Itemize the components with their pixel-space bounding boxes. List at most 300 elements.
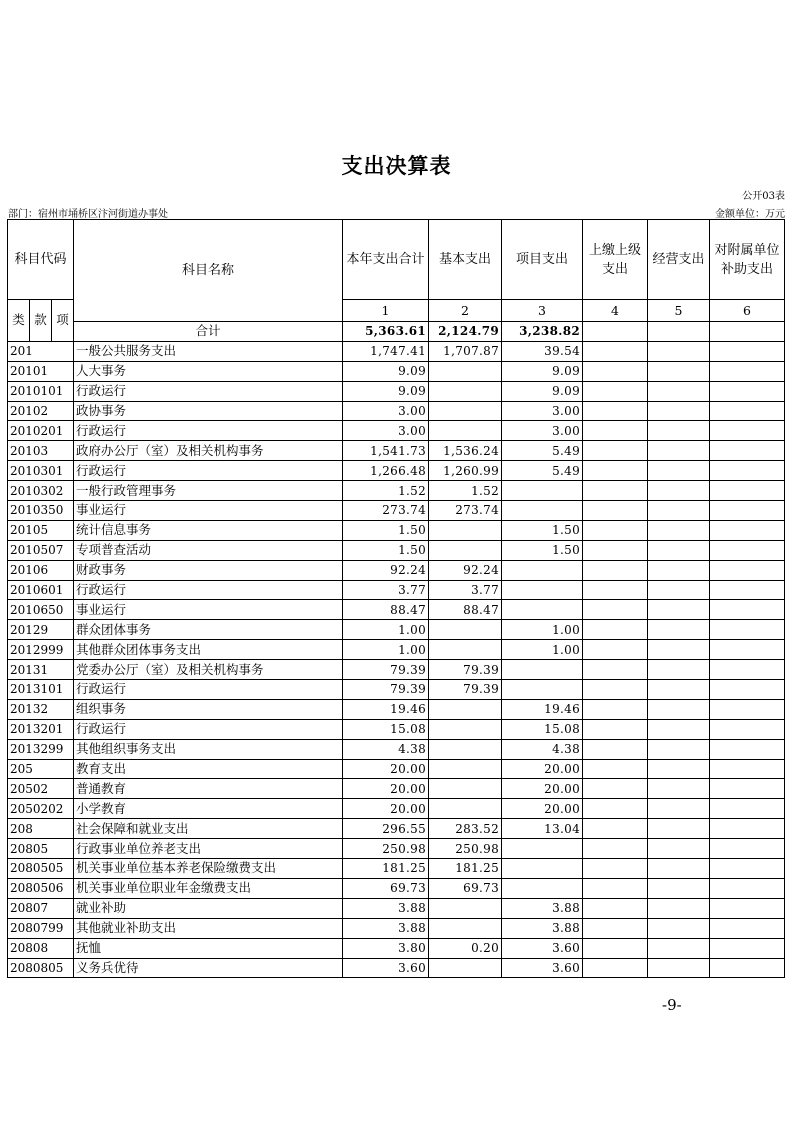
row-c3: 1.50 <box>502 520 583 540</box>
header-name: 科目名称 <box>74 220 343 322</box>
row-c6 <box>710 819 785 839</box>
row-c1: 15.08 <box>343 719 429 739</box>
row-c1: 3.88 <box>343 918 429 938</box>
row-c4 <box>583 819 648 839</box>
row-c4 <box>583 401 648 421</box>
row-code: 2013101 <box>8 680 74 700</box>
row-name: 群众团体事务 <box>74 620 343 640</box>
row-name: 行政运行 <box>74 680 343 700</box>
row-code: 2010507 <box>8 540 74 560</box>
table-row <box>8 859 785 879</box>
row-c2: 88.47 <box>429 600 502 620</box>
table-row <box>8 620 785 640</box>
col-num-2: 2 <box>429 300 502 322</box>
row-c5 <box>648 799 710 819</box>
row-c4 <box>583 600 648 620</box>
table-row <box>8 501 785 521</box>
row-name: 教育支出 <box>74 759 343 779</box>
row-c3: 1.50 <box>502 540 583 560</box>
total-c6 <box>710 322 785 342</box>
row-c1: 1.00 <box>343 620 429 640</box>
row-c6 <box>710 719 785 739</box>
row-c3: 3.60 <box>502 958 583 978</box>
header-xiang: 项 <box>52 300 74 342</box>
table-row <box>8 461 785 481</box>
row-c2 <box>429 779 502 799</box>
row-name: 财政事务 <box>74 560 343 580</box>
table-row <box>8 699 785 719</box>
row-c5 <box>648 958 710 978</box>
row-c5 <box>648 779 710 799</box>
row-c4 <box>583 779 648 799</box>
row-c3: 1.00 <box>502 640 583 660</box>
row-c6 <box>710 580 785 600</box>
row-c5 <box>648 719 710 739</box>
row-c3: 3.60 <box>502 938 583 958</box>
row-c6 <box>710 739 785 759</box>
row-c6 <box>710 918 785 938</box>
row-c1: 273.74 <box>343 501 429 521</box>
table-row <box>8 878 785 898</box>
table-row <box>8 799 785 819</box>
form-code: 公开03表 <box>742 191 785 202</box>
row-c1: 1.00 <box>343 640 429 660</box>
row-c2: 0.20 <box>429 938 502 958</box>
table-row <box>8 381 785 401</box>
row-c3 <box>502 660 583 680</box>
row-c1: 1.50 <box>343 520 429 540</box>
row-code: 2080506 <box>8 878 74 898</box>
row-c1: 4.38 <box>343 739 429 759</box>
row-c5 <box>648 341 710 361</box>
row-c1: 250.98 <box>343 839 429 859</box>
table-row <box>8 759 785 779</box>
row-code: 2080805 <box>8 958 74 978</box>
row-c2 <box>429 699 502 719</box>
table-row <box>8 401 785 421</box>
row-code: 20808 <box>8 938 74 958</box>
row-c4 <box>583 878 648 898</box>
row-c4 <box>583 839 648 859</box>
header-c6: 对附属单位补助支出 <box>710 220 785 300</box>
row-c5 <box>648 580 710 600</box>
row-c3 <box>502 501 583 521</box>
row-c6 <box>710 898 785 918</box>
row-c3: 5.49 <box>502 441 583 461</box>
row-c6 <box>710 560 785 580</box>
row-c2 <box>429 918 502 938</box>
row-c6 <box>710 540 785 560</box>
row-c4 <box>583 421 648 441</box>
row-code: 2012999 <box>8 640 74 660</box>
row-c5 <box>648 421 710 441</box>
table-row <box>8 680 785 700</box>
row-c1: 3.88 <box>343 898 429 918</box>
row-code: 20807 <box>8 898 74 918</box>
row-c6 <box>710 600 785 620</box>
row-c3 <box>502 580 583 600</box>
row-c4 <box>583 481 648 501</box>
row-c5 <box>648 540 710 560</box>
row-code: 2010302 <box>8 481 74 501</box>
row-c3 <box>502 600 583 620</box>
row-c2 <box>429 540 502 560</box>
table-row <box>8 819 785 839</box>
row-c5 <box>648 520 710 540</box>
row-c2 <box>429 759 502 779</box>
row-code: 208 <box>8 819 74 839</box>
row-c4 <box>583 859 648 879</box>
row-c1: 3.00 <box>343 401 429 421</box>
row-c2 <box>429 958 502 978</box>
table-row <box>8 540 785 560</box>
row-c3 <box>502 839 583 859</box>
row-name: 机关事业单位基本养老保险缴费支出 <box>74 859 343 879</box>
row-name: 其他就业补助支出 <box>74 918 343 938</box>
row-c5 <box>648 501 710 521</box>
table-row <box>8 640 785 660</box>
row-code: 20805 <box>8 839 74 859</box>
row-name: 人大事务 <box>74 361 343 381</box>
row-code: 20132 <box>8 699 74 719</box>
header-kuan: 款 <box>30 300 52 342</box>
table-row <box>8 580 785 600</box>
row-name: 行政运行 <box>74 580 343 600</box>
row-c4 <box>583 938 648 958</box>
row-c2 <box>429 799 502 819</box>
table-row <box>8 918 785 938</box>
row-c2 <box>429 361 502 381</box>
total-c3: 3,238.82 <box>502 322 583 342</box>
row-c5 <box>648 859 710 879</box>
row-c1: 88.47 <box>343 600 429 620</box>
row-name: 社会保障和就业支出 <box>74 819 343 839</box>
row-c2 <box>429 640 502 660</box>
row-c3: 3.00 <box>502 401 583 421</box>
total-c5 <box>648 322 710 342</box>
row-c3: 20.00 <box>502 779 583 799</box>
row-c6 <box>710 520 785 540</box>
row-c1: 92.24 <box>343 560 429 580</box>
row-c5 <box>648 401 710 421</box>
row-c3: 13.04 <box>502 819 583 839</box>
row-c6 <box>710 799 785 819</box>
row-c2: 250.98 <box>429 839 502 859</box>
row-name: 行政运行 <box>74 461 343 481</box>
col-num-3: 3 <box>502 300 583 322</box>
row-c3: 9.09 <box>502 381 583 401</box>
row-c6 <box>710 421 785 441</box>
row-c1: 1,541.73 <box>343 441 429 461</box>
table-row <box>8 958 785 978</box>
total-c1: 5,363.61 <box>343 322 429 342</box>
row-c3: 39.54 <box>502 341 583 361</box>
row-c4 <box>583 799 648 819</box>
row-c3 <box>502 560 583 580</box>
row-c5 <box>648 640 710 660</box>
row-c1: 3.77 <box>343 580 429 600</box>
row-c5 <box>648 560 710 580</box>
row-c4 <box>583 759 648 779</box>
row-c6 <box>710 640 785 660</box>
row-c1: 20.00 <box>343 759 429 779</box>
row-code: 2080505 <box>8 859 74 879</box>
row-code: 20101 <box>8 361 74 381</box>
col-num-5: 5 <box>648 300 710 322</box>
row-c4 <box>583 660 648 680</box>
col-num-4: 4 <box>583 300 648 322</box>
row-c6 <box>710 501 785 521</box>
row-c4 <box>583 680 648 700</box>
row-name: 事业运行 <box>74 600 343 620</box>
row-c1: 1.50 <box>343 540 429 560</box>
col-num-6: 6 <box>710 300 785 322</box>
row-c6 <box>710 660 785 680</box>
row-c6 <box>710 441 785 461</box>
row-c2: 1,260.99 <box>429 461 502 481</box>
row-c2 <box>429 401 502 421</box>
row-name: 一般行政管理事务 <box>74 481 343 501</box>
row-c6 <box>710 361 785 381</box>
row-c2 <box>429 898 502 918</box>
row-c1: 20.00 <box>343 799 429 819</box>
row-code: 2010650 <box>8 600 74 620</box>
row-name: 义务兵优待 <box>74 958 343 978</box>
row-c5 <box>648 441 710 461</box>
row-c1: 1,266.48 <box>343 461 429 481</box>
row-code: 2010201 <box>8 421 74 441</box>
header-row <box>8 220 785 300</box>
row-c6 <box>710 839 785 859</box>
row-c5 <box>648 918 710 938</box>
row-c2 <box>429 520 502 540</box>
row-c5 <box>648 839 710 859</box>
row-c5 <box>648 620 710 640</box>
row-c4 <box>583 361 648 381</box>
row-c5 <box>648 381 710 401</box>
table-row <box>8 779 785 799</box>
row-c4 <box>583 540 648 560</box>
row-code: 20131 <box>8 660 74 680</box>
table-row <box>8 421 785 441</box>
row-c2: 273.74 <box>429 501 502 521</box>
row-c6 <box>710 699 785 719</box>
row-name: 事业运行 <box>74 501 343 521</box>
row-c4 <box>583 640 648 660</box>
row-c2 <box>429 620 502 640</box>
row-c3: 20.00 <box>502 759 583 779</box>
row-c3: 4.38 <box>502 739 583 759</box>
row-c1: 181.25 <box>343 859 429 879</box>
row-c2: 1,707.87 <box>429 341 502 361</box>
row-c6 <box>710 381 785 401</box>
header-lei: 类 <box>8 300 30 342</box>
row-code: 20129 <box>8 620 74 640</box>
row-name: 政协事务 <box>74 401 343 421</box>
row-c3: 9.09 <box>502 361 583 381</box>
row-c3: 1.00 <box>502 620 583 640</box>
row-c6 <box>710 461 785 481</box>
row-c4 <box>583 739 648 759</box>
table-row <box>8 341 785 361</box>
header-c1: 本年支出合计 <box>343 220 429 300</box>
row-c1: 79.39 <box>343 680 429 700</box>
table-row <box>8 481 785 501</box>
row-c2 <box>429 719 502 739</box>
row-c3: 15.08 <box>502 719 583 739</box>
page-number: -9- <box>662 996 682 1014</box>
row-c5 <box>648 739 710 759</box>
row-c3 <box>502 878 583 898</box>
header-c3: 项目支出 <box>502 220 583 300</box>
row-code: 2010301 <box>8 461 74 481</box>
row-c1: 3.60 <box>343 958 429 978</box>
row-name: 专项普查活动 <box>74 540 343 560</box>
row-c1: 69.73 <box>343 878 429 898</box>
row-c1: 3.00 <box>343 421 429 441</box>
row-c3: 3.88 <box>502 918 583 938</box>
row-name: 行政运行 <box>74 719 343 739</box>
row-c6 <box>710 341 785 361</box>
table-row <box>8 660 785 680</box>
row-c2: 79.39 <box>429 660 502 680</box>
row-name: 小学教育 <box>74 799 343 819</box>
row-c4 <box>583 699 648 719</box>
row-c5 <box>648 938 710 958</box>
row-c5 <box>648 699 710 719</box>
table-row <box>8 739 785 759</box>
row-c3: 19.46 <box>502 699 583 719</box>
row-c5 <box>648 878 710 898</box>
row-c4 <box>583 898 648 918</box>
row-c6 <box>710 938 785 958</box>
row-c4 <box>583 560 648 580</box>
header-code: 科目代码 <box>8 220 74 300</box>
row-c2: 1.52 <box>429 481 502 501</box>
row-c3 <box>502 481 583 501</box>
row-code: 20106 <box>8 560 74 580</box>
table-row <box>8 600 785 620</box>
row-name: 行政事业单位养老支出 <box>74 839 343 859</box>
row-code: 2080799 <box>8 918 74 938</box>
row-c3 <box>502 859 583 879</box>
row-c1: 1.52 <box>343 481 429 501</box>
table-row <box>8 938 785 958</box>
row-code: 2010601 <box>8 580 74 600</box>
row-name: 统计信息事务 <box>74 520 343 540</box>
row-name: 机关事业单位职业年金缴费支出 <box>74 878 343 898</box>
department-label: 部门：宿州市埇桥区汴河街道办事处 <box>8 209 168 220</box>
row-code: 20105 <box>8 520 74 540</box>
header-c5: 经营支出 <box>648 220 710 300</box>
row-name: 其他群众团体事务支出 <box>74 640 343 660</box>
row-c4 <box>583 520 648 540</box>
row-c2: 1,536.24 <box>429 441 502 461</box>
row-c4 <box>583 461 648 481</box>
row-c3 <box>502 680 583 700</box>
header-c2: 基本支出 <box>429 220 502 300</box>
row-c2: 283.52 <box>429 819 502 839</box>
row-c1: 20.00 <box>343 779 429 799</box>
row-c1: 1,747.41 <box>343 341 429 361</box>
row-c6 <box>710 759 785 779</box>
row-c2 <box>429 739 502 759</box>
row-c6 <box>710 958 785 978</box>
row-code: 2013201 <box>8 719 74 739</box>
row-c4 <box>583 918 648 938</box>
row-c1: 9.09 <box>343 361 429 381</box>
row-name: 行政运行 <box>74 381 343 401</box>
row-code: 20502 <box>8 779 74 799</box>
row-c6 <box>710 620 785 640</box>
row-c4 <box>583 441 648 461</box>
row-c6 <box>710 401 785 421</box>
row-name: 普通教育 <box>74 779 343 799</box>
row-c5 <box>648 680 710 700</box>
row-name: 其他组织事务支出 <box>74 739 343 759</box>
row-name: 政府办公厅（室）及相关机构事务 <box>74 441 343 461</box>
row-c6 <box>710 680 785 700</box>
row-c4 <box>583 580 648 600</box>
total-label: 合计 <box>74 322 343 342</box>
row-c5 <box>648 898 710 918</box>
row-c4 <box>583 501 648 521</box>
expenditure-table <box>7 219 785 978</box>
row-c5 <box>648 361 710 381</box>
row-c6 <box>710 859 785 879</box>
row-c5 <box>648 660 710 680</box>
row-c2 <box>429 381 502 401</box>
row-c5 <box>648 481 710 501</box>
table-row <box>8 719 785 739</box>
page-title: 支出决算表 <box>341 154 452 178</box>
row-name: 组织事务 <box>74 699 343 719</box>
row-name: 抚恤 <box>74 938 343 958</box>
row-name: 就业补助 <box>74 898 343 918</box>
table-row <box>8 441 785 461</box>
row-c4 <box>583 381 648 401</box>
row-c3: 3.00 <box>502 421 583 441</box>
row-c5 <box>648 759 710 779</box>
row-code: 2010350 <box>8 501 74 521</box>
row-c2: 181.25 <box>429 859 502 879</box>
row-c1: 296.55 <box>343 819 429 839</box>
row-name: 党委办公厅（室）及相关机构事务 <box>74 660 343 680</box>
row-c2 <box>429 421 502 441</box>
row-c1: 3.80 <box>343 938 429 958</box>
table-row <box>8 520 785 540</box>
row-code: 2010101 <box>8 381 74 401</box>
row-c3: 20.00 <box>502 799 583 819</box>
total-c4 <box>583 322 648 342</box>
row-c4 <box>583 620 648 640</box>
row-code: 205 <box>8 759 74 779</box>
table-row <box>8 839 785 859</box>
total-c2: 2,124.79 <box>429 322 502 342</box>
amount-unit-label: 金额单位：万元 <box>715 209 785 220</box>
header-c4: 上缴上级支出 <box>583 220 648 300</box>
row-code: 20103 <box>8 441 74 461</box>
row-name: 一般公共服务支出 <box>74 341 343 361</box>
row-c6 <box>710 481 785 501</box>
table-row <box>8 361 785 381</box>
row-c2: 69.73 <box>429 878 502 898</box>
row-c1: 79.39 <box>343 660 429 680</box>
table-row <box>8 898 785 918</box>
table-row <box>8 560 785 580</box>
total-row <box>8 322 785 342</box>
row-c3: 5.49 <box>502 461 583 481</box>
